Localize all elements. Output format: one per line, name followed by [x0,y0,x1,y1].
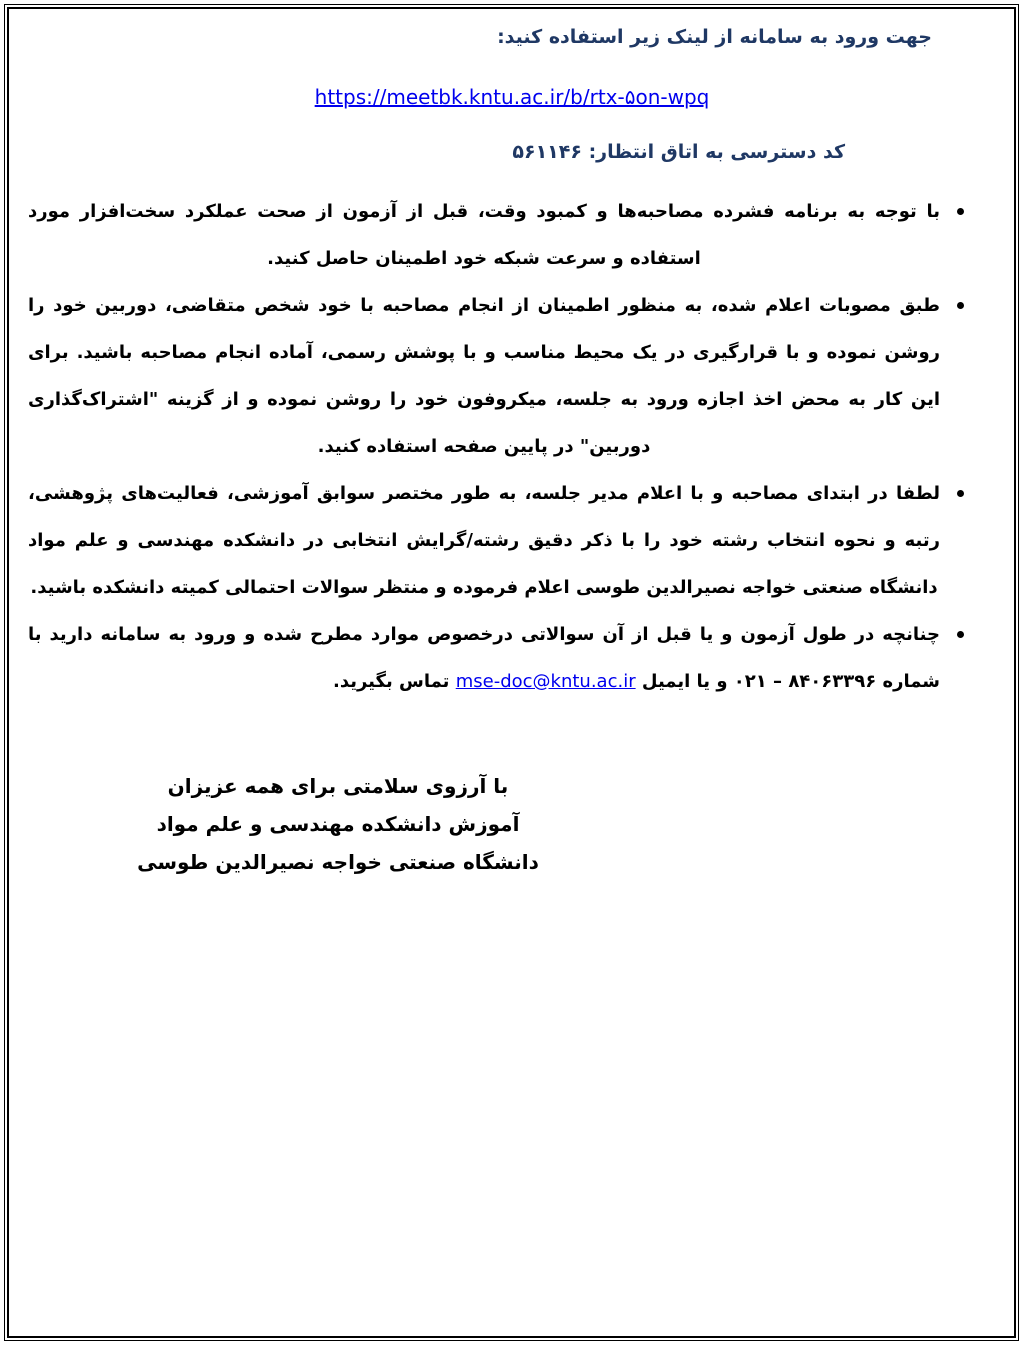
email-link[interactable]: mse-doc@kntu.ac.ir [455,671,636,692]
contact-text-before-email: چنانچه در طول آزمون و یا قبل از آن سوالاتی درخصوص موارد مطرح شده و ورود به سامانه دارید با شماره ۸۴۰۶۳۳۹۶ – ۰۲۱ و یا ایمیل [28,624,940,692]
closing-wish-line: با آرزوی سلامتی برای همه عزیزان [167,774,509,798]
bullet-item-self-introduction [28,470,940,611]
closing-university-line: دانشگاه صنعتی خواجه نصیرالدین طوسی [137,850,539,874]
closing-department-line: آموزش دانشکده مهندسی و علم مواد [156,812,520,836]
meeting-link[interactable]: https://meetbk.kntu.ac.ir/b/rtx-۵on-wpq [314,85,710,109]
closing-signature-block [28,767,648,881]
contact-text-after-email: تماس بگیرید. [332,671,456,692]
bullet-item-hardware-check [28,188,940,282]
bullet-item-contact-info [28,611,940,705]
intro-text: جهت ورود به سامانه از لینک زیر استفاده کنید: [497,26,932,48]
bullet-item-camera-setup [28,282,940,470]
meeting-link-line [56,84,968,112]
bullet-text: طبق مصوبات اعلام شده، به منظور اطمینان از انجام مصاحبه با خود شخص متقاضی، دوربین خود را روشن نموده و با قرارگیری در یک محیط مناسب و با پوشش رسمی، آماده انجام مصاحبه باشید. برای این کار به محض اخذ اجازه ورود به جلسه، میکروفون خود را روشن نموده و از گزینه "اشتراک‌گذاری دوربین" در پایین صفحه استفاده کنید. [28,295,940,457]
access-code-line: کد دسترسی به اتاق انتظار: ۵۶۱۱۴۶ [512,141,845,163]
instructions-list [28,188,940,705]
bullet-text: با توجه به برنامه فشرده مصاحبه‌ها و کمبود وقت، قبل از آزمون از صحت عملکرد سخت‌افزار مورد استفاده و سرعت شبکه خود اطمینان حاصل کنید. [28,201,940,269]
bullet-text: لطفا در ابتدای مصاحبه و با اعلام مدیر جلسه، به طور مختصر سوابق آموزشی، فعالیت‌های پژوهشی، رتبه و نحوه انتخاب رشته خود را با ذکر دقیق رشته/گرایش انتخابی در دانشکده مهندسی و علم مواد دانشگاه صنعتی خواجه نصیرالدین طوسی اعلام فرموده و منتظر سوالات احتمالی کمیته دانشکده باشید. [28,483,940,598]
